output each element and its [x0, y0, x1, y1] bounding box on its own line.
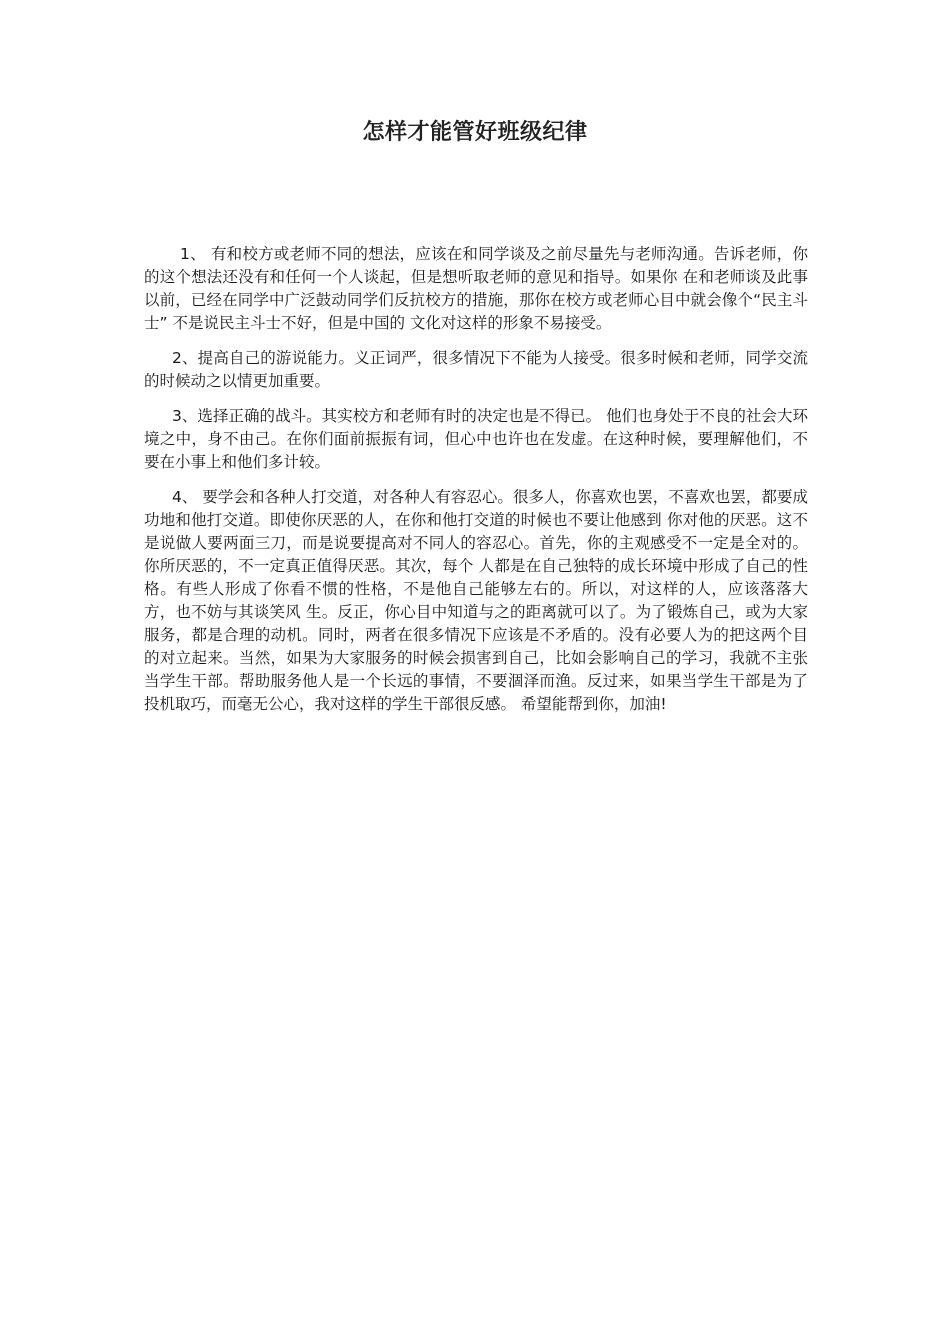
paragraph-2: 2、提高自己的游说能力。义正词严，很多情况下不能为人接受。很多时候和老师，同学交流的时候动之以情更加重要。: [144, 349, 808, 390]
paragraph-3: 3、选择正确的战斗。其实校方和老师有时的决定也是不得已。 他们也身处于不良的社会大环境之中，身不由己。在你们面前振振有词，但心中也许也在发虚。在这种时候，要理解他们，不要在小事上和他们多计较。: [144, 407, 808, 471]
document-body: [144, 243, 808, 728]
paragraph-1: 1、 有和校方或老师不同的想法，应该在和同学谈及之前尽量先与老师沟通。告诉老师，你的这个想法还没有和任何一个人谈起，但是想听取老师的意见和指导。如果你 在和老师谈及此事以前，已经在同学中广泛鼓动同学们反抗校方的措施，那你在校方或老师心目中就会像个“民主斗士” 不是说民主斗士不好，但是中国的 文化对这样的形象不易接受。: [144, 245, 808, 332]
paragraph-4: 4、 要学会和各种人打交道，对各种人有容忍心。很多人，你喜欢也罢，不喜欢也罢，都要成功地和他打交道。即使你厌恶的人，在你和他打交道的时候也不要让他感到 你对他的厌恶。这不是说做人要两面三刀，而是说要提高对不同人的容忍心。首先，你的主观感受不一定是全对的。你所厌恶的，不一定真正值得厌恶。其次，每个 人都是在自己独特的成长环境中形成了自己的性格。有些人形成了你看不惯的性格，不是他自己能够左右的。所以，对这样的人，应该落落大方，也不妨与其谈笑风 生。反正，你心目中知道与之的距离就可以了。为了锻炼自己，或为大家服务，都是合理的动机。同时，两者在很多情况下应该是不矛盾的。没有必要人为的把这两个目的对立起来。当然，如果为大家服务的时候会损害到自己，比如会影响自己的学习，我就不主张当学生干部。帮助服务他人是一个长远的事情，不要涸泽而渔。反过来，如果当学生干部是为了投机取巧，而毫无公心，我对这样的学生干部很反感。 希望能帮到你，加油!: [144, 488, 808, 713]
document-title: 怎样才能管好班级纪律: [362, 120, 588, 145]
